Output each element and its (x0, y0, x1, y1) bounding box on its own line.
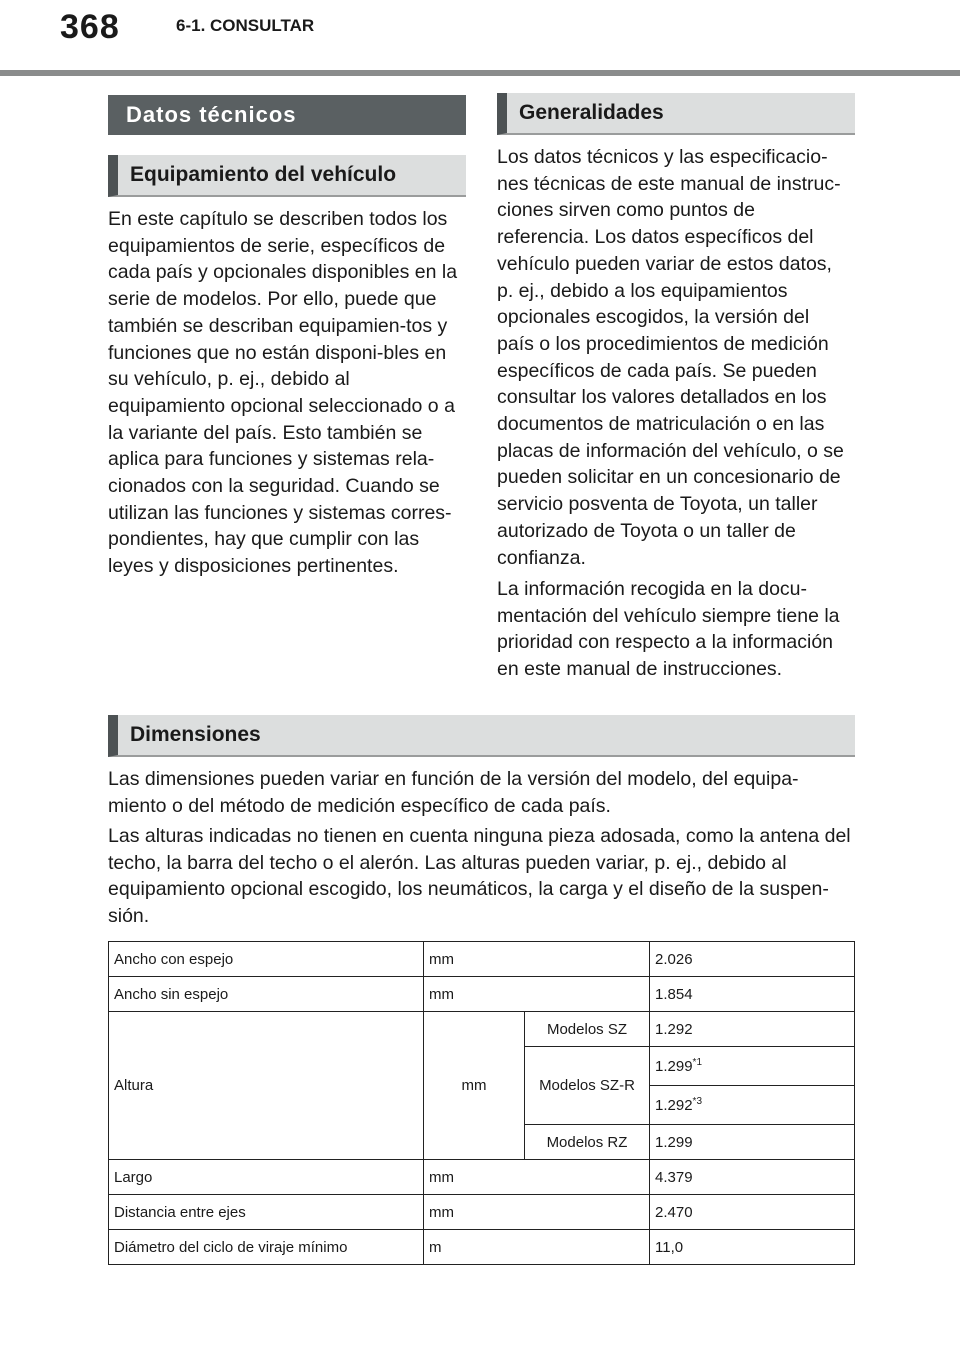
value-szr-1 (650, 1047, 855, 1086)
table-row (109, 1230, 855, 1265)
row-label: Ancho con espejo (109, 942, 424, 977)
variant-sz: Modelos SZ (525, 1012, 650, 1047)
table-row (109, 977, 855, 1012)
dimensions-paragraph-2: Las alturas indicadas no tienen en cuenta ninguna pieza adosada, como la antena del techo, la barra del techo o el alerón. Las alturas pueden variar, p. ej., debido al equipamiento opcional escogido, los neumáticos, la carga y el diseño de la suspen-sión. (108, 825, 851, 928)
row-value: 11,0 (650, 1230, 855, 1265)
row-label: Distancia entre ejes (109, 1195, 424, 1230)
footnote-ref: *1 (692, 1057, 702, 1068)
row-label: Diámetro del ciclo de viraje mínimo (109, 1230, 424, 1265)
row-unit: mm (424, 1160, 650, 1195)
dimensions-table (108, 941, 855, 1265)
value-sz: 1.292 (650, 1012, 855, 1047)
general-paragraph-1: Los datos técnicos y las especificacio-nes técnicas de este manual de instruc-ciones sirven como puntos de referencia. Los datos específicos del vehículo pueden variar de estos datos, p. ej., debido a los equipamientos opcionales escogidos, la versión del país o los procedimientos de medición específicos de cada país. Se pueden consultar los valores detallados en los documentos de matriculación o en las placas de información del vehículo, o se pueden solicitar en un concesionario de servicio posventa de Toyota, un taller autorizado de Toyota o un taller de confianza. (497, 146, 844, 569)
general-heading: Generalidades (497, 93, 855, 135)
equipment-heading: Equipamiento del vehículo (108, 155, 466, 197)
row-value: 4.379 (650, 1160, 855, 1195)
table-row (109, 1195, 855, 1230)
row-label: Largo (109, 1160, 424, 1195)
row-value: 2.026 (650, 942, 855, 977)
page-header (0, 0, 960, 76)
row-unit: mm (424, 977, 650, 1012)
footnote-ref: *3 (692, 1096, 702, 1107)
general-paragraph-2: La información recogida en la docu-mentación del vehículo siempre tiene la prioridad con respecto a la información en este manual de instrucciones. (497, 578, 840, 681)
row-unit: mm (424, 942, 650, 977)
value-rz: 1.299 (650, 1125, 855, 1160)
row-value: 2.470 (650, 1195, 855, 1230)
row-label: Ancho sin espejo (109, 977, 424, 1012)
value-szr-2-number: 1.292 (655, 1097, 693, 1114)
header-divider (0, 70, 960, 76)
table-row (109, 1160, 855, 1195)
dimensions-heading: Dimensiones (108, 715, 855, 757)
section-title: 6-1. CONSULTAR (176, 16, 315, 35)
page-number: 368 (60, 8, 120, 46)
variant-rz: Modelos RZ (525, 1125, 650, 1160)
height-unit: mm (424, 1012, 525, 1160)
dimensions-paragraph-1: Las dimensiones pueden variar en función de la versión del modelo, del equipa-miento o del método de medición específico de cada país. (108, 768, 799, 817)
value-szr-1-number: 1.299 (655, 1058, 693, 1075)
table-row (109, 942, 855, 977)
equipment-paragraph: En este capítulo se describen todos los equipamientos de serie, específicos de cada país y opcionales disponibles en la serie de modelos. Por ello, puede que también se describan equipamien-tos y funciones que no están disponi-bles en su vehículo, p. ej., debido al equipamiento opcional seleccionado o a la variante del país. Esto también se aplica para funciones y sistemas rela-cionados con la seguridad. Cuando se utilizan las funciones y sistemas corres-pondientes, hay que cumplir con las leyes y disposiciones pertinentes. (108, 208, 458, 578)
row-unit: m (424, 1230, 650, 1265)
row-unit: mm (424, 1195, 650, 1230)
variant-szr: Modelos SZ-R (525, 1047, 650, 1125)
height-label: Altura (109, 1012, 424, 1160)
row-value: 1.854 (650, 977, 855, 1012)
value-szr-2 (650, 1086, 855, 1125)
chapter-banner: Datos técnicos (108, 95, 466, 135)
table-row (109, 1012, 855, 1047)
